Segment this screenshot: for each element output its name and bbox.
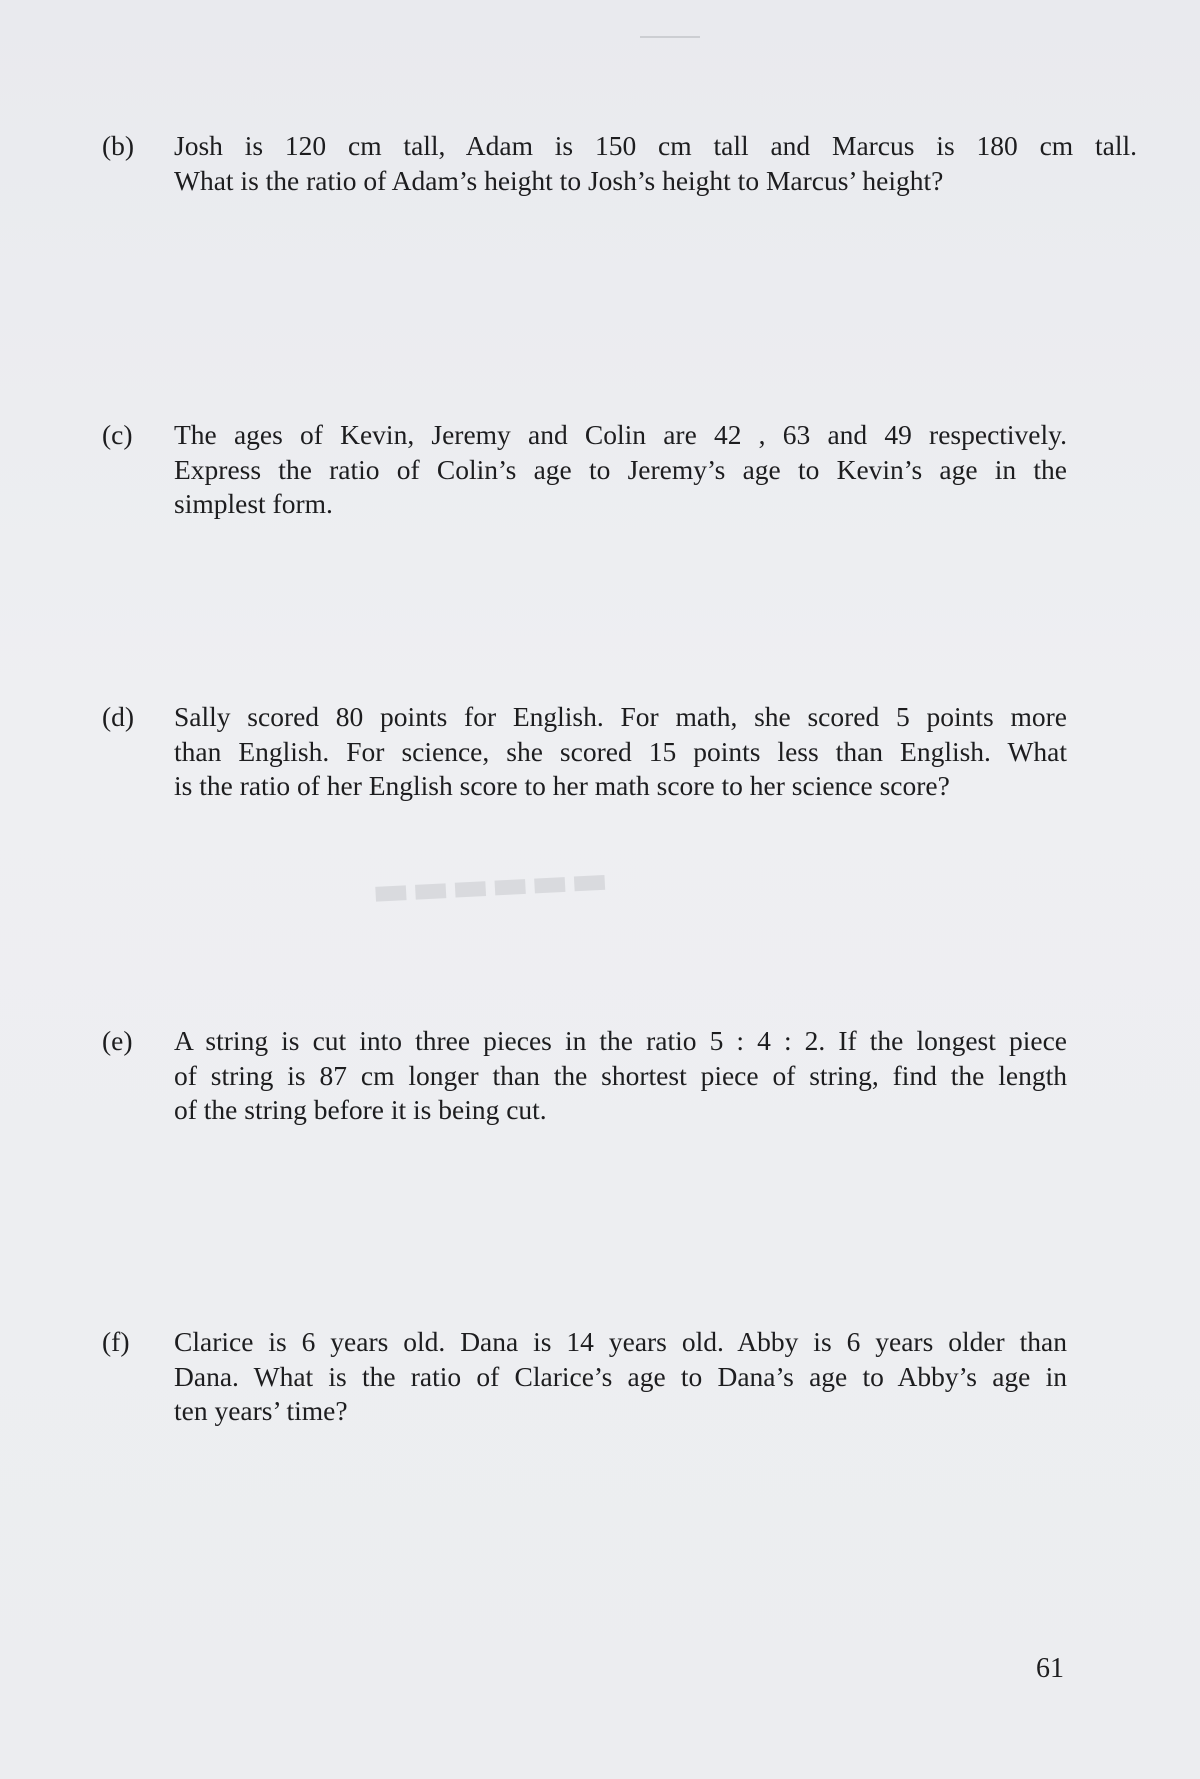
- question-line: Express the ratio of Colin’s age to Jeremy’s age to Kevin’s age in the: [174, 453, 1067, 485]
- question-text: [174, 418, 1067, 522]
- page-number: 61: [1036, 1653, 1064, 1684]
- question-line: Clarice is 6 years old. Dana is 14 years old. Abby is 6 years older than: [174, 1326, 1067, 1357]
- question-label: (d): [102, 701, 135, 732]
- question-line: Josh is 120 cm tall, Adam is 150 cm tall and Marcus is 180 cm tall.: [174, 130, 1137, 161]
- show-through-heading: ▬▬▬▬▬▬: [368, 861, 610, 921]
- question-line: Sally scored 80 points for English. For math, she scored 5 points more: [174, 701, 1067, 732]
- question-line: is the ratio of her English score to her math score to her science score?: [174, 770, 950, 801]
- question-line: ten years’ time?: [174, 1395, 348, 1426]
- question-line: A string is cut into three pieces in the ratio 5 : 4 : 2. If the longest piece: [174, 1025, 1067, 1056]
- question-line: Dana. What is the ratio of Clarice’s age to Dana’s age to Abby’s age in: [174, 1360, 1067, 1392]
- question-line: of string is 87 cm longer than the shortest piece of string, find the length: [174, 1059, 1067, 1091]
- question-label: (e): [102, 1025, 133, 1056]
- question-text: [174, 1325, 1067, 1429]
- question-line: than English. For science, she scored 15 points less than English. What: [174, 735, 1067, 767]
- scan-mark: [640, 36, 700, 38]
- question-text: [174, 129, 1137, 198]
- question-line: simplest form.: [174, 488, 333, 519]
- question-text: [174, 700, 1067, 804]
- question-label: (c): [102, 419, 133, 450]
- question-label: (b): [102, 130, 135, 161]
- question-text: [174, 1024, 1067, 1128]
- question-line: What is the ratio of Adam’s height to Josh’s height to Marcus’ height?: [174, 164, 944, 196]
- question-line: of the string before it is being cut.: [174, 1094, 547, 1125]
- question-label: (f): [102, 1326, 130, 1357]
- question-line: The ages of Kevin, Jeremy and Colin are 42 , 63 and 49 respectively.: [174, 419, 1067, 450]
